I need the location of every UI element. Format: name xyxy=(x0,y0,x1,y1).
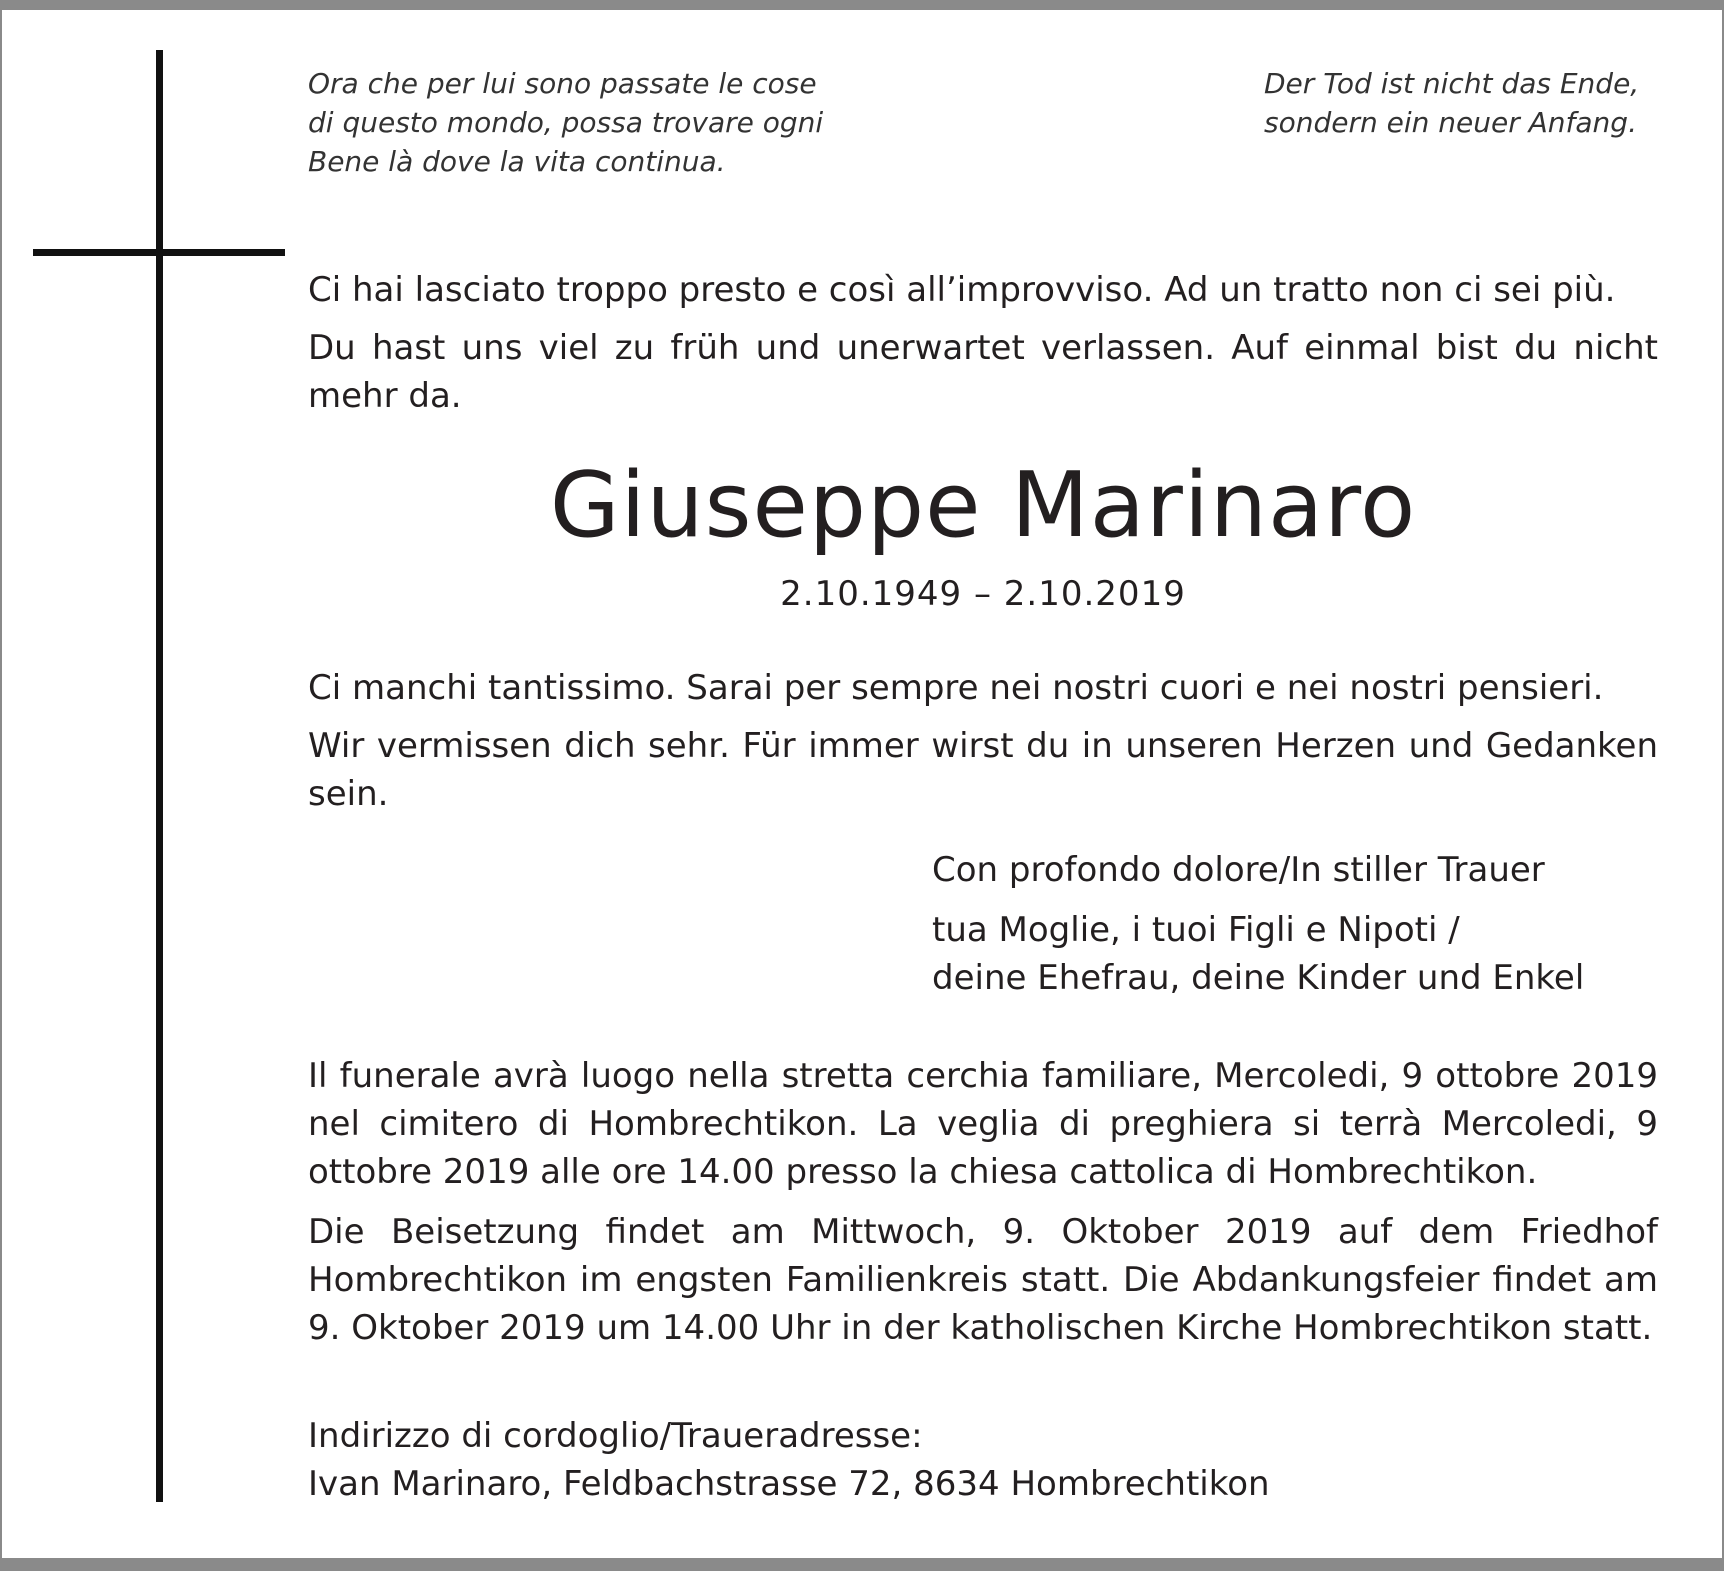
german-quote-line: Der Tod ist nicht das Ende, xyxy=(1264,67,1640,100)
intro-italian: Ci hai lasciato troppo presto e così all’improvviso. Ad un tratto non ci sei più. xyxy=(308,270,1616,310)
condolence-address xyxy=(308,1412,1270,1508)
german-quote xyxy=(1264,64,1639,142)
german-quote-line: sondern ein neuer Anfang. xyxy=(1264,106,1637,139)
intro-paragraph xyxy=(308,266,1658,420)
family-german: deine Ehefrau, deine Kinder und Enkel xyxy=(932,958,1585,998)
remembrance-german: Wir vermissen dich sehr. Für immer wirst du in unseren Herzen und Gedanken sein. xyxy=(308,726,1658,814)
funeral-info xyxy=(308,1052,1658,1352)
family-italian: tua Moglie, i tuoi Figli e Nipoti / xyxy=(932,910,1460,950)
deceased-name: Giuseppe Marinaro xyxy=(549,453,1417,558)
italian-quote-line: di questo mondo, possa trovare ogni xyxy=(308,106,824,139)
funeral-german: Die Beisetzung findet am Mittwoch, 9. Oktober 2019 auf dem Friedhof Hombrechtikon im engsten Familienkreis statt. Die Abdankungsfeier findet am 9. Oktober 2019 um 14.00 Uhr in der katholischen Kirche Hombrechtikon statt. xyxy=(308,1212,1658,1348)
mourning-line: Con profondo dolore/In stiller Trauer xyxy=(932,850,1545,890)
life-dates: 2.10.1949 – 2.10.2019 xyxy=(780,574,1186,614)
address-line: Ivan Marinaro, Feldbachstrasse 72, 8634 Hombrechtikon xyxy=(308,1464,1270,1504)
address-label: Indirizzo di cordoglio/Traueradresse: xyxy=(308,1416,923,1456)
italian-quote xyxy=(308,64,823,181)
mourners-signature xyxy=(932,846,1584,1002)
italian-quote-line: Ora che per lui sono passate le cose xyxy=(308,67,817,100)
remembrance-paragraph xyxy=(308,664,1658,818)
cross-horizontal-bar xyxy=(33,249,285,256)
obituary-page xyxy=(2,10,1722,1558)
italian-quote-line: Bene là dove la vita continua. xyxy=(308,145,726,178)
funeral-italian: Il funerale avrà luogo nella stretta cerchia familiare, Mercoledi, 9 ottobre 2019 nel cimitero di Hombrechtikon. La veglia di preghiera si terrà Mercoledi, 9 ottobre 2019 alle ore 14.00 presso la chiesa cattolica di Hombrechtikon. xyxy=(308,1056,1658,1192)
cross-vertical-bar xyxy=(156,50,163,1502)
remembrance-italian: Ci manchi tantissimo. Sarai per sempre nei nostri cuori e nei nostri pensieri. xyxy=(308,668,1604,708)
intro-german: Du hast uns viel zu früh und unerwartet verlassen. Auf einmal bist du nicht mehr da. xyxy=(308,328,1658,416)
